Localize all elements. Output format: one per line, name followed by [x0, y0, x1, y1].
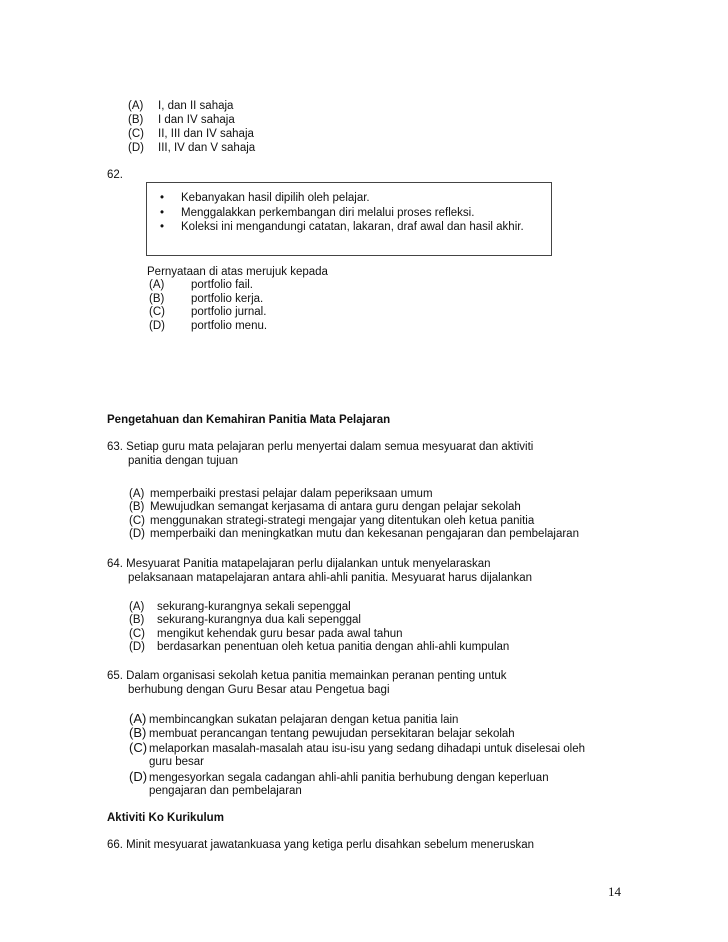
- q65-option-b: (B) membuat perancangan tentang pewujudan persekitaran belajar sekolah: [129, 725, 515, 740]
- section-heading-panitia: Pengetahuan dan Kemahiran Panitia Mata Pelajaran: [107, 414, 391, 426]
- q63-stem-line1: 63. Setiap guru mata pelajaran perlu menyertai dalam semua mesyuarat dan aktiviti: [107, 441, 534, 453]
- q65-option-d: (D) mengesyorkan segala cadangan ahli-ahli panitia berhubung dengan keperluan: [129, 769, 549, 784]
- q62-option-a: (A) portfolio fail.: [149, 279, 254, 291]
- q62-stem: Pernyataan di atas merujuk kepada: [147, 266, 328, 278]
- q62-bullet-3: Koleksi ini mengandungi catatan, lakaran, draf awal dan hasil akhir.: [181, 221, 524, 233]
- q61-option-a: (A) I, dan II sahaja: [128, 100, 234, 112]
- q66-stem-line1: 66. Minit mesyuarat jawatankuasa yang ketiga perlu disahkan sebelum meneruskan: [107, 839, 535, 851]
- q62-number: 62.: [107, 169, 123, 181]
- q64-option-b: (B) sekurang-kurangnya dua kali sepenggal: [129, 614, 361, 626]
- q65-option-c: (C) melaporkan masalah-masalah atau isu-isu yang sedang dihadapi untuk diselesai oleh: [129, 740, 585, 755]
- q62-bullet-1: Kebanyakan hasil dipilih oleh pelajar.: [181, 192, 370, 204]
- q65-option-c-continued: guru besar: [149, 756, 204, 768]
- q63-option-d: (D) memperbaiki dan meningkatkan mutu dan kekesanan pengajaran dan pembelajaran: [129, 528, 579, 540]
- q62-option-b: (B) portfolio kerja.: [149, 293, 264, 305]
- bullet-icon: •: [160, 221, 165, 233]
- q64-option-d: (D) berdasarkan penentuan oleh ketua panitia dengan ahli-ahli kumpulan: [129, 641, 510, 653]
- page-number: 14: [608, 884, 621, 899]
- bullet-icon: •: [160, 207, 165, 219]
- q62-option-d: (D) portfolio menu.: [149, 320, 268, 332]
- q63-option-b: (B) Mewujudkan semangat kerjasama di antara guru dengan pelajar sekolah: [129, 501, 521, 513]
- section-heading-kokurikulum: Aktiviti Ko Kurikulum: [107, 812, 224, 824]
- q64-option-a: (A) sekurang-kurangnya sekali sepenggal: [129, 601, 351, 613]
- q63-option-a: (A) memperbaiki prestasi pelajar dalam peperiksaan umum: [129, 488, 433, 500]
- q61-option-b: (B) I dan IV sahaja: [128, 114, 235, 126]
- q63-option-c: (C) menggunakan strategi-strategi mengajar yang ditentukan oleh ketua panitia: [129, 515, 535, 527]
- q65-option-a: (A) membincangkan sukatan pelajaran dengan ketua panitia lain: [129, 711, 459, 726]
- q62-bullet-2: Menggalakkan perkembangan diri melalui proses refleksi.: [181, 207, 475, 219]
- q62-option-c: (C) portfolio jurnal.: [149, 306, 267, 318]
- q61-option-d: (D) III, IV dan V sahaja: [128, 142, 256, 154]
- bullet-icon: •: [160, 192, 165, 204]
- q63-stem-line2: panitia dengan tujuan: [128, 455, 238, 467]
- q61-option-c: (C) II, III dan IV sahaja: [128, 128, 254, 140]
- q64-stem-line2: pelaksanaan matapelajaran antara ahli-ahli panitia. Mesyuarat harus dijalankan: [128, 572, 533, 584]
- q64-option-c: (C) mengikut kehendak guru besar pada awal tahun: [129, 628, 403, 640]
- q65-stem-line1: 65. Dalam organisasi sekolah ketua panitia memainkan peranan penting untuk: [107, 670, 507, 682]
- q65-option-d-continued: pengajaran dan pembelajaran: [149, 785, 302, 797]
- q64-stem-line1: 64. Mesyuarat Panitia matapelajaran perlu dijalankan untuk menyelaraskan: [107, 558, 491, 570]
- q65-stem-line2: berhubung dengan Guru Besar atau Pengetua bagi: [128, 684, 390, 696]
